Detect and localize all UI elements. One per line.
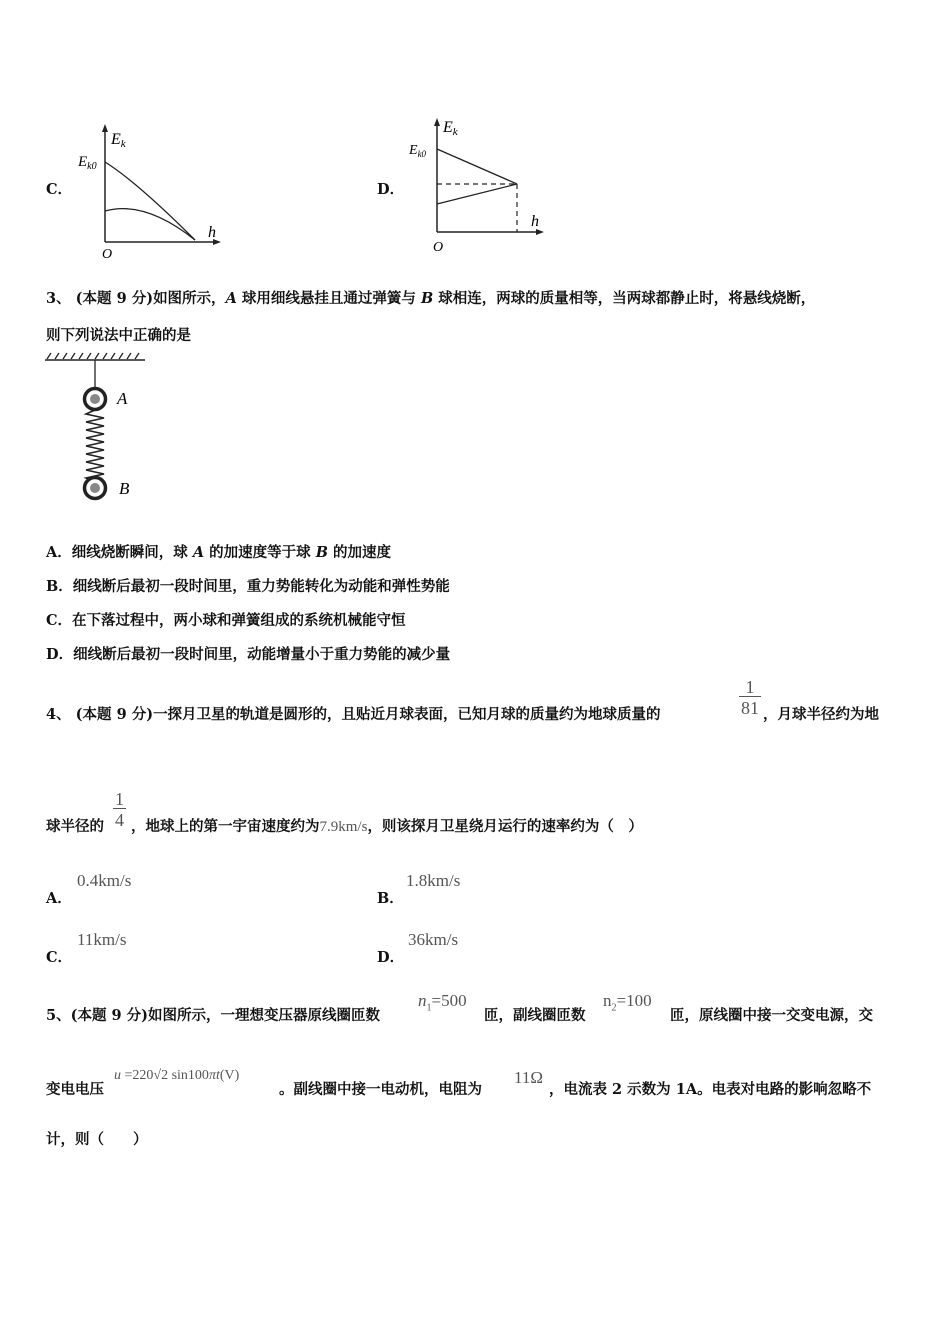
graph-d-origin: O (433, 240, 444, 255)
graph-c-origin: O (102, 247, 113, 262)
q4-option-c-label[interactable]: C． (46, 949, 73, 966)
label-b: B (119, 479, 130, 498)
option-d-label: D． (377, 181, 405, 198)
q4-option-a-label[interactable]: A． (46, 890, 72, 907)
graph-c-curve-upper (105, 162, 195, 240)
graph-c-y-label: Ek (111, 131, 126, 150)
graph-d (405, 114, 555, 256)
graph-c-y0-label: $E_{k0}$ (78, 154, 97, 172)
graph-d-y-label: Ek (443, 119, 458, 138)
graph-d-y0-label: $E_{k0}$ (409, 143, 427, 159)
graph-d-line-lower (437, 184, 517, 204)
q5-resistance: 11Ω (514, 1068, 544, 1087)
q4-stem-line2-start: 球半径的 (46, 818, 104, 835)
graph-d-x-label: h (531, 213, 539, 230)
option-c-label: C． (46, 181, 73, 198)
q3-option-d[interactable]: D．细线断后最初一段时间里，动能增量小于重力势能的减少量 (46, 646, 451, 663)
ceiling-hatch (47, 353, 139, 359)
q4-fraction-1-4: $\frac{1}{4}$ (115, 789, 124, 830)
q4-speed: 7.9km/s (319, 819, 368, 835)
q5-score: (本题 9 分) (70, 1007, 148, 1024)
q4-option-c-value: 11km/s (77, 930, 127, 949)
graph-d-line-upper (437, 149, 517, 184)
q4-fraction-1-81: $\frac{1}{81}$ (741, 677, 759, 718)
q5-stem-line2-mid: 。副线圈中接一电动机，电阻为 (279, 1081, 482, 1098)
q4-option-d-label[interactable]: D． (377, 949, 405, 966)
q5-stem-line1-end: 匝，原线圈中接一交变电源，交 (670, 1007, 873, 1024)
label-a: A (117, 389, 128, 408)
q5-stem-line1-mid: 匝，副线圈匝数 (484, 1007, 586, 1024)
q3-ball-a: A (225, 290, 237, 307)
q4-option-b-value: 1.8km/s (406, 871, 461, 890)
q3-score: (本题 9 分) (75, 290, 154, 307)
spring (86, 410, 104, 482)
q3-option-a[interactable]: A．细线烧断瞬间，球 A 的加速度等于球 B 的加速度 (46, 544, 392, 561)
graph-d-y-arrow (434, 118, 440, 126)
q4-stem-line1: 4、 (本题 9 分)一探月卫星的轨道是圆形的，且贴近月球表面，已知月球的质量约为地球质量的 (46, 706, 661, 723)
graph-c-y-arrow (102, 124, 108, 132)
graph-c-x-label: h (208, 224, 216, 241)
ball-a-core (90, 394, 100, 404)
q4-stem-line2-end: ，地球上的第一宇宙速度约为7.9km/s，则该探月卫星绕月运行的速率约为（ ） (131, 818, 643, 835)
q5-stem-line2-end: ，电流表 2 示数为 1A。电表对电路的影响忽略不 (549, 1081, 872, 1098)
q5-stem-line3: 计，则（ ） (46, 1131, 148, 1148)
q4-number: 4、 (46, 706, 71, 723)
q5-stem-line1-start: 5、(本题 9 分)如图所示，一理想变压器原线圈匝数 (46, 1007, 380, 1024)
q3-stem-line2: 则下列说法中正确的是 (46, 327, 191, 344)
q4-option-b-label[interactable]: B． (377, 890, 404, 907)
graph-c-curve-lower (105, 209, 195, 240)
q3-ball-b: B (420, 290, 434, 307)
q5-stem-line2-start: 变电电压 (46, 1081, 104, 1098)
q4-option-a-value: 0.4km/s (77, 871, 132, 890)
q5-voltage-formula: u =220√2 sin100πt(V) (114, 1068, 240, 1083)
graph-c (75, 120, 225, 262)
q4-score: (本题 9 分) (75, 706, 154, 723)
q4-option-d-value: 36km/s (408, 930, 459, 949)
ball-b-core (90, 483, 100, 493)
q3-option-b[interactable]: B．细线断后最初一段时间里，重力势能转化为动能和弹性势能 (46, 578, 450, 595)
q4-stem-line1-end: ，月球半径约为地 (763, 706, 879, 723)
q3-number: 3、 (46, 290, 71, 307)
q5-number: 5、 (46, 1007, 71, 1024)
q3-option-c[interactable]: C．在下落过程中，两小球和弹簧组成的系统机械能守恒 (46, 612, 406, 629)
q3-stem-line1: 3、 (本题 9 分)如图所示，A 球用细线悬挂且通过弹簧与 B 球相连，两球的质量相等，当两球都静止时，将悬线烧断， (46, 290, 816, 307)
q5-n1: $n_1=500$ (418, 991, 467, 1014)
q5-n2: $n_2=100$ (603, 991, 652, 1014)
q3-spring-figure (42, 352, 152, 507)
